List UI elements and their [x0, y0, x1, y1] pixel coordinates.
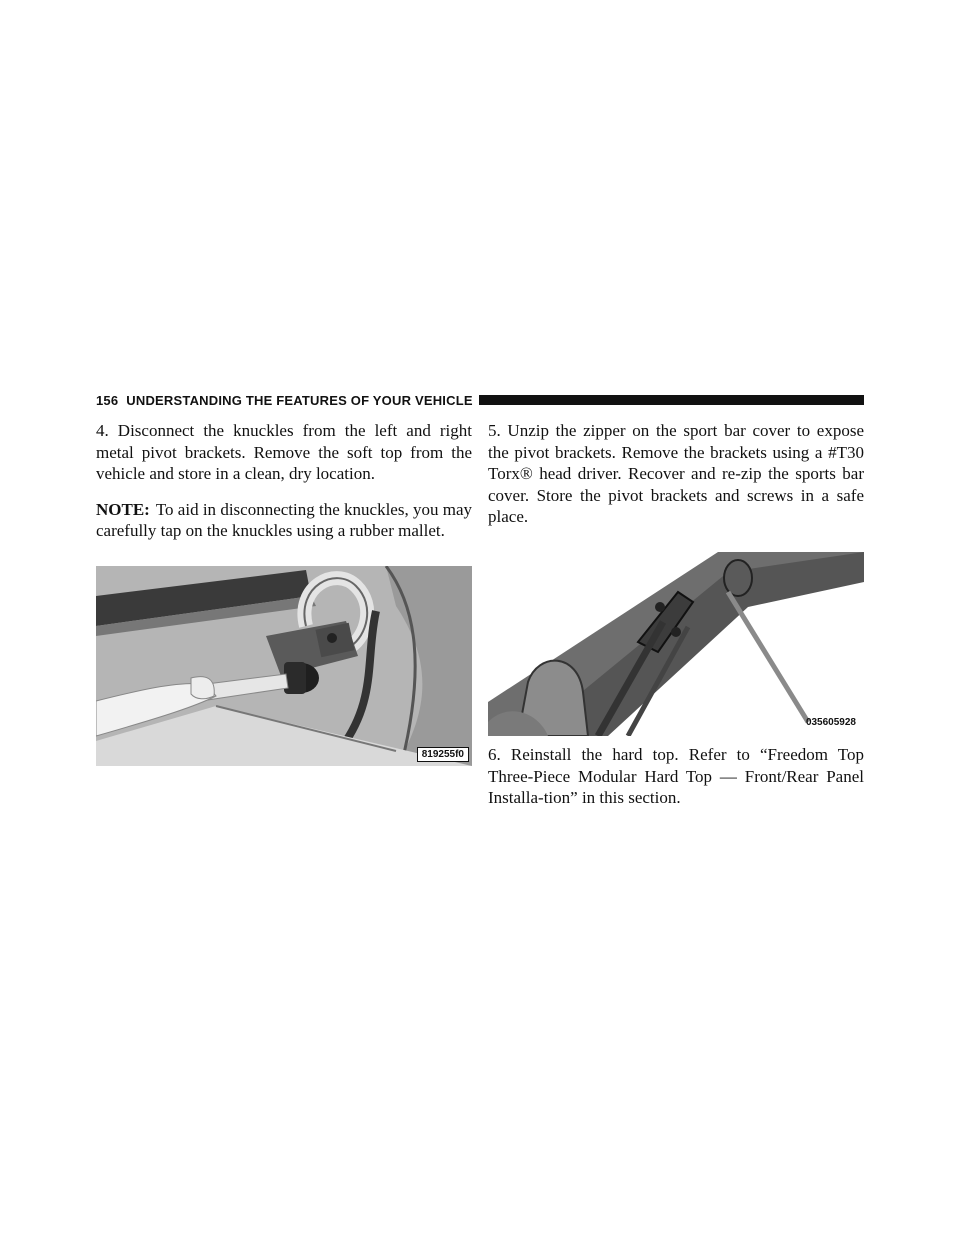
figure-pivot-brackets [488, 552, 864, 736]
right-column-lower [488, 744, 864, 809]
figure-1-label: 819255f0 [417, 747, 469, 762]
step-6-paragraph: 6. Reinstall the hard top. Refer to “Freedom Top Three-Piece Modular Hard Top — Front/Rear Panel Installa-tion” in this section. [488, 745, 864, 807]
left-column [96, 420, 472, 542]
right-column [488, 420, 864, 528]
note-label: NOTE: [96, 499, 150, 519]
knuckle-mallet-illustration [96, 566, 472, 766]
note-text: To aid in disconnecting the knuckles, you may carefully tap on the knuckles using a rubber mallet. [96, 499, 472, 540]
page-header [96, 392, 864, 408]
figure-2-label: 035605928 [805, 717, 856, 728]
step-5-paragraph: 5. Unzip the zipper on the sport bar cover to expose the pivot brackets. Remove the brackets using a #T30 Torx® head driver. Recover and re-zip the sports bar cover. Store the pivot brackets and screws in a safe place. [488, 421, 864, 526]
pivot-bracket-illustration [488, 552, 864, 736]
page-number: 156 [96, 392, 119, 408]
step-4-paragraph: 4. Disconnect the knuckles from the left and right metal pivot brackets. Remove the soft top from the vehicle and store in a clean, dry location. [96, 421, 472, 483]
figure-knuckle-mallet [96, 566, 472, 766]
section-title: UNDERSTANDING THE FEATURES OF YOUR VEHICLE [126, 392, 473, 408]
header-rule [479, 395, 864, 405]
note-paragraph [96, 499, 472, 542]
